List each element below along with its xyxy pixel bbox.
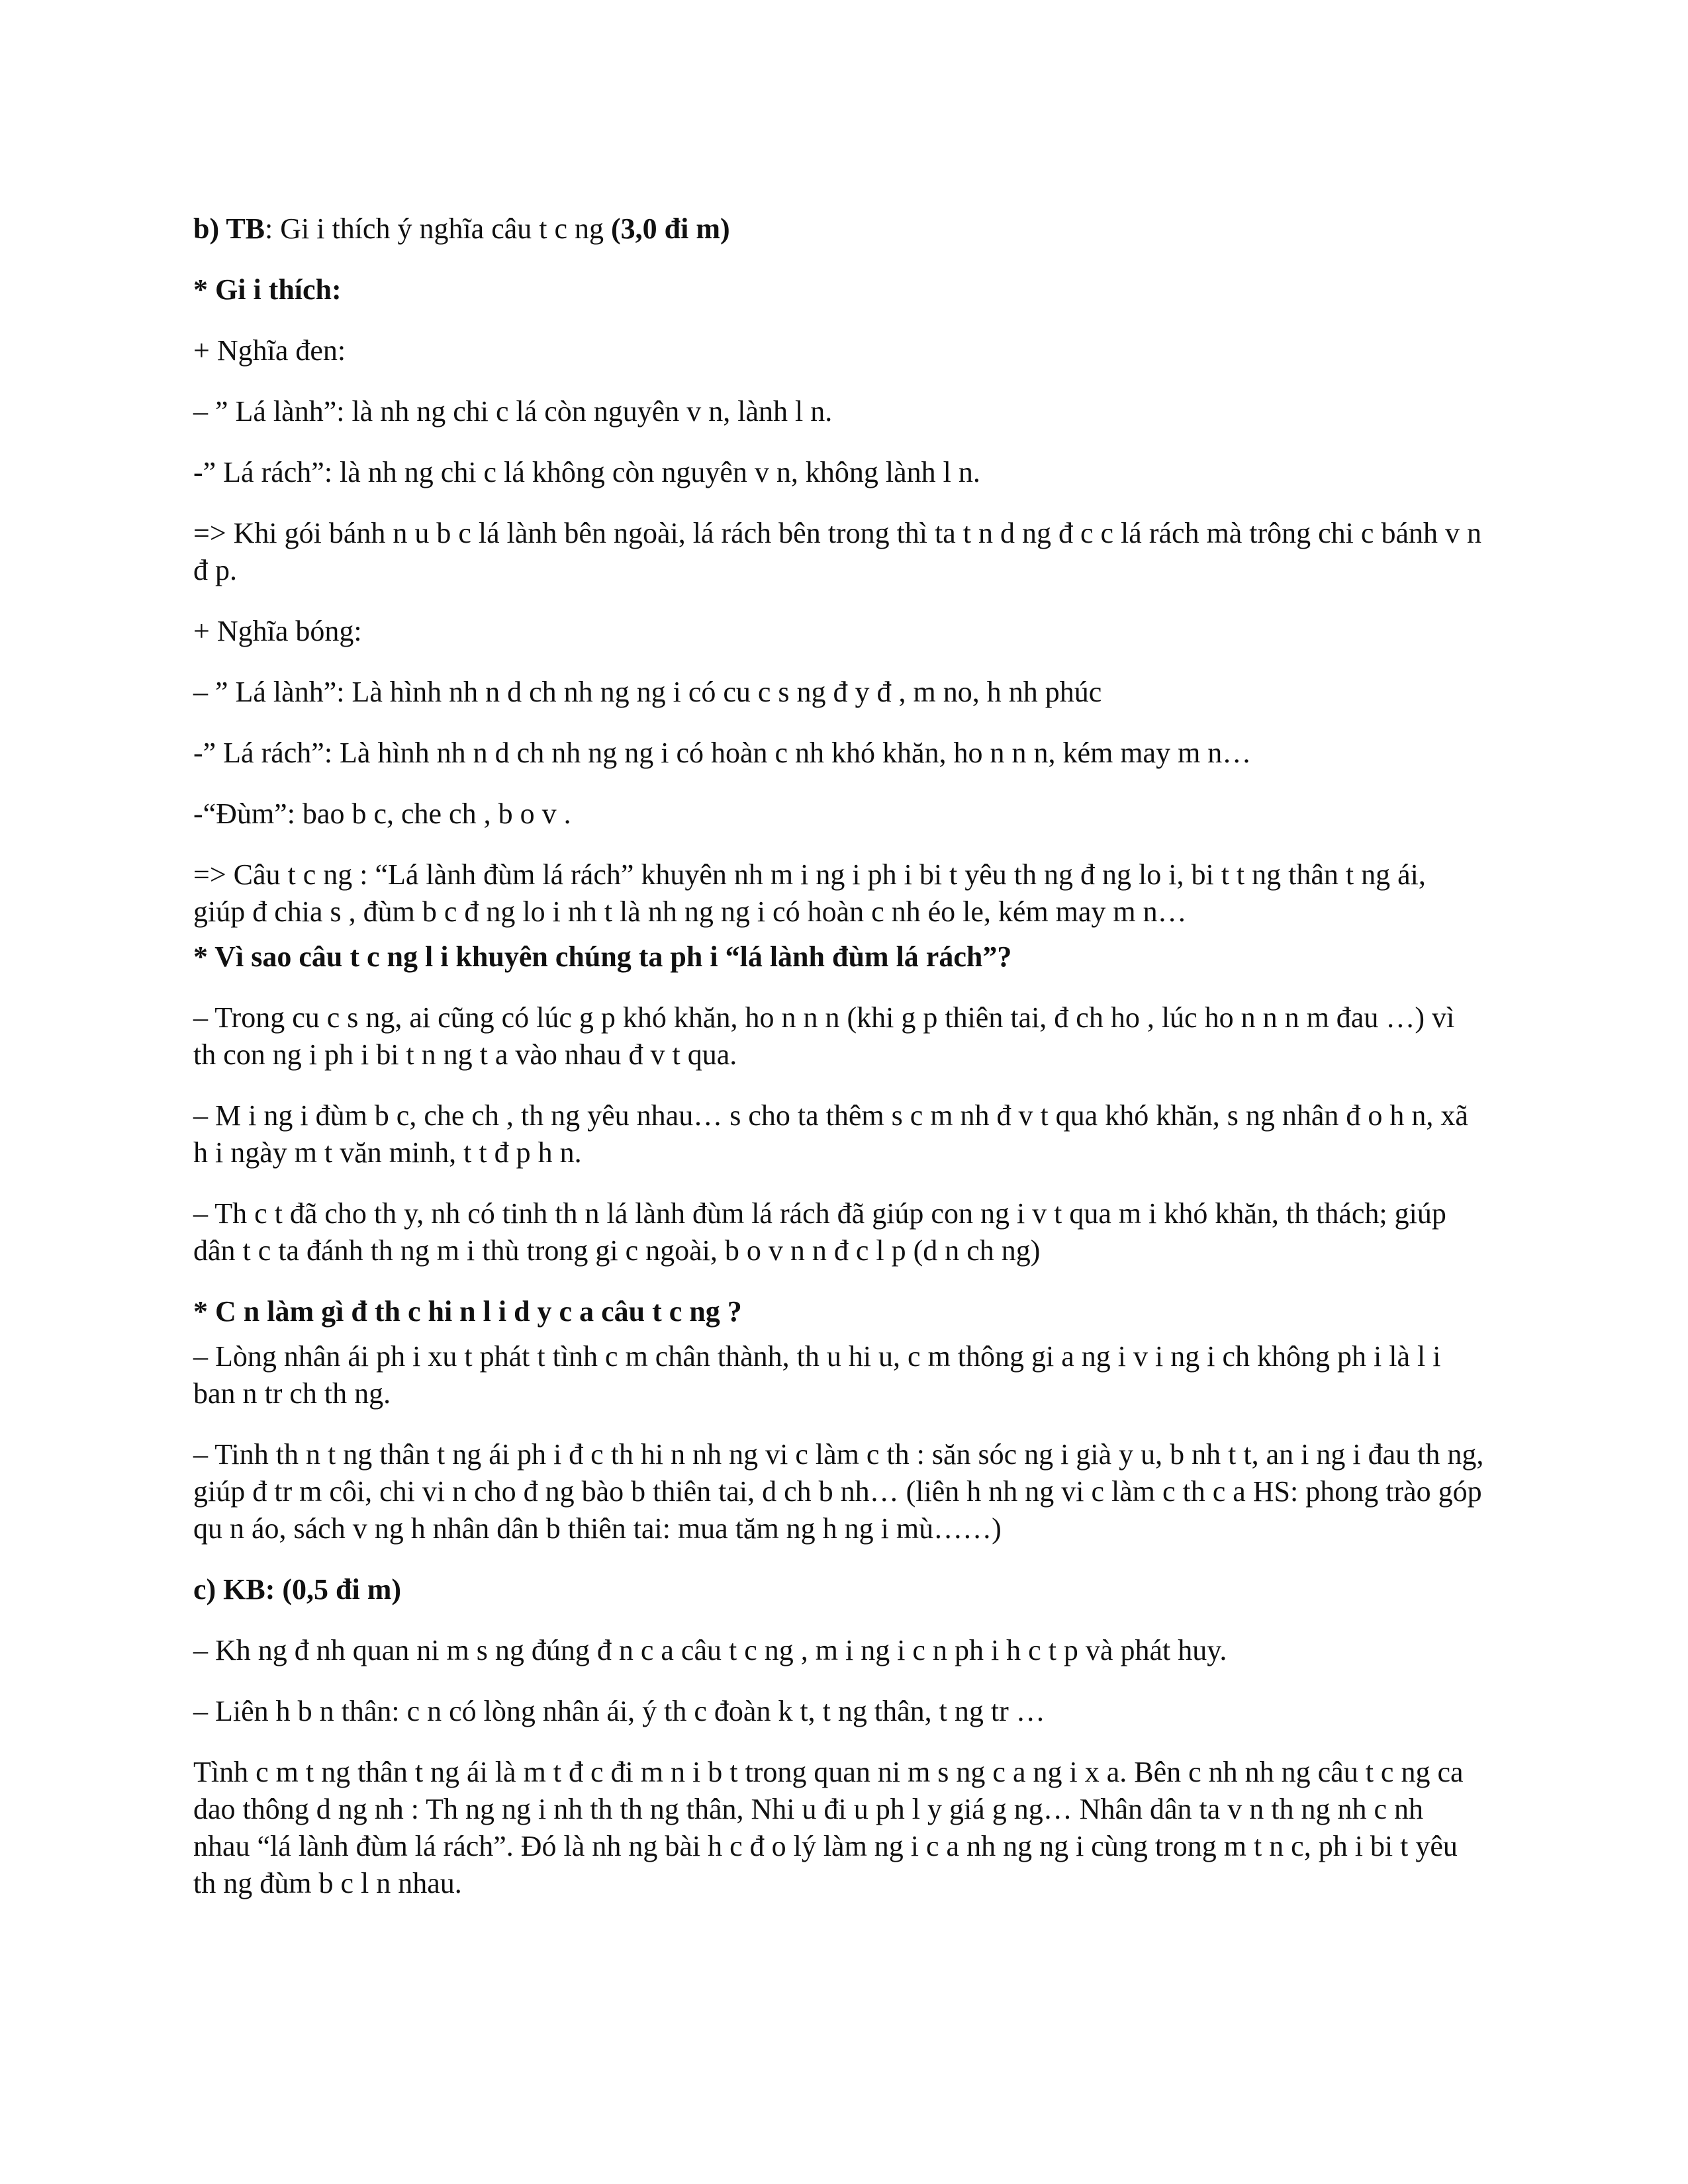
what-to-do-1: – Lòng nhân ái ph i xu t phát t tình c m chân thành, th u hi u, c m thông gi a ng i v i ng i ch không ph i là l i ban n tr ch th ng. — [193, 1340, 1441, 1410]
nghia-bong-label: + Nghĩa bóng: — [193, 615, 362, 647]
section-c-heading: c) KB: (0,5 đi m) — [193, 1573, 402, 1606]
why-heading: * Vì sao câu t c ng l i khuyên chúng ta ph i “lá lành đùm lá rách”? — [193, 940, 1012, 973]
section-b-score: (3,0 đi m) — [611, 212, 730, 245]
document-page — [193, 210, 1484, 1926]
closing-paragraph: Tình c m t ng thân t ng ái là m t đ c đi m n i b t trong quan ni m s ng c a ng i x a. Bên c nh nh ng câu t c ng ca dao thông d ng nh : Th ng ng i nh th th ng thân, Nhi u đi u ph l y giá g ng… Nhân dân ta v n th ng nh c nh nhau “lá lành đùm lá rách”. Đó là nh ng bài h c đ o lý làm ng i c a nh ng ng i cùng trong m t n c, ph i bi t yêu th ng đùm b c l n nhau. — [193, 1756, 1464, 1899]
why-point-2: – M i ng i đùm b c, che ch , th ng yêu nhau… s cho ta thêm s c m nh đ v t qua khó khăn, s ng nhân đ o h n, xã h i ngày m t văn minh, t t đ p h n. — [193, 1099, 1468, 1169]
section-b-heading — [193, 210, 1484, 248]
dum-meaning: -“Đùm”: bao b c, che ch , b o v . — [193, 797, 571, 830]
figurative-conclusion: => Câu t c ng : “Lá lành đùm lá rách” khuyên nh m i ng i ph i bi t yêu th ng đ ng lo i, bi t t ng thân t ng ái, giúp đ chia s , đùm b c đ ng lo i nh t là nh ng ng i có hoàn c nh éo le, kém may m n… — [193, 858, 1426, 928]
la-lanh-figurative: – ” Lá lành”: Là hình nh n d ch nh ng ng i có cu c s ng đ y đ , m no, h nh phúc — [193, 676, 1102, 708]
nghia-den-label: + Nghĩa đen: — [193, 334, 346, 367]
section-b-label: b) TB — [193, 212, 265, 245]
la-rach-literal: -” Lá rách”: là nh ng chi c lá không còn nguyên v n, không lành l n. — [193, 456, 980, 488]
conclusion-point-2: – Liên h b n thân: c n có lòng nhân ái, ý th c đoàn k t, t ng thân, t ng tr … — [193, 1695, 1045, 1727]
conclusion-point-1: – Kh ng đ nh quan ni m s ng đúng đ n c a câu t c ng , m i ng i c n ph i h c t p và phát huy. — [193, 1634, 1227, 1666]
la-rach-figurative: -” Lá rách”: Là hình nh n d ch nh ng ng i có hoàn c nh khó khăn, ho n n n, kém may m n… — [193, 737, 1252, 769]
why-point-1: – Trong cu c s ng, ai cũng có lúc g p khó khăn, ho n n n (khi g p thiên tai, đ ch ho , lúc ho n n n m đau …) vì th con ng i ph i bi t n ng t a vào nhau đ v t qua. — [193, 1001, 1455, 1071]
why-point-3: – Th c t đã cho th y, nh có tinh th n lá lành đùm lá rách đã giúp con ng i v t qua m i khó khăn, th thách; giúp dân t c ta đánh th ng m i thù trong gi c ngoài, b o v n n đ c l p (d n ch ng) — [193, 1197, 1446, 1267]
literal-conclusion: => Khi gói bánh n u b c lá lành bên ngoài, lá rách bên trong thì ta t n d ng đ c c lá rách mà trông chi c bánh v n đ p. — [193, 517, 1481, 586]
la-lanh-literal: – ” Lá lành”: là nh ng chi c lá còn nguyên v n, lành l n. — [193, 395, 833, 428]
section-b-text: : Gi i thích ý nghĩa câu t c ng — [265, 212, 612, 245]
what-to-do-2: – Tinh th n t ng thân t ng ái ph i đ c th hi n nh ng vi c làm c th : săn sóc ng i già y u, b nh t t, an i ng i đau th ng, giúp đ tr m côi, chi vi n cho đ ng bào b thiên tai, d ch b nh… (liên h nh ng vi c làm c th c a HS: phong trào góp qu n áo, sách v ng h nhân dân b thiên tai: mua tăm ng h ng i mù……) — [193, 1438, 1484, 1545]
giai-thich-heading: * Gi i thích: — [193, 273, 342, 306]
what-to-do-heading: * C n làm gì đ th c hi n l i d y c a câu t c ng ? — [193, 1295, 742, 1328]
